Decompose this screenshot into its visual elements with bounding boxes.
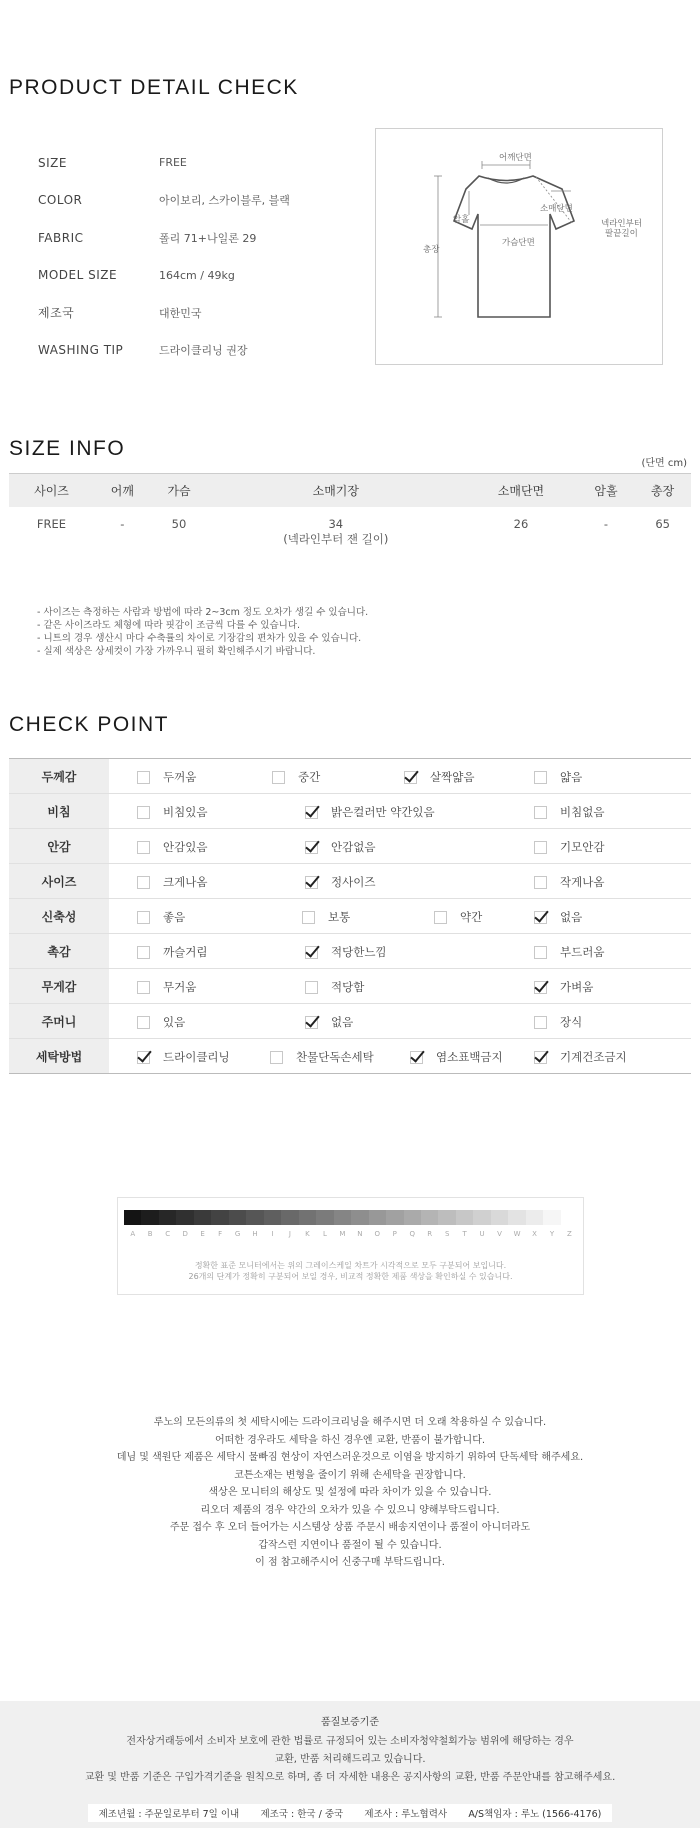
unchecked-box-icon	[137, 1016, 150, 1029]
check-option	[305, 979, 364, 995]
check-point-options	[109, 864, 691, 899]
care-line: 데님 및 색원단 제품은 세탁시 물빠짐 현상이 자연스러운것으로 이염을 방지하기 위하여 단독세탁 해주세요.	[116, 1452, 584, 1463]
pd-row-origin	[38, 294, 358, 332]
check-point-label: 세탁방법	[9, 1039, 109, 1074]
check-option-label: 찬물단독손세탁	[296, 1050, 374, 1064]
grayscale-text-2: 26개의 단계가 정확히 구분되어 보일 경우, 비교적 정확한 제품 색상을 확인하실 수 있습니다.	[188, 1272, 513, 1281]
checked-box-icon	[305, 841, 318, 854]
gray-letter: C	[165, 1230, 171, 1238]
gray-swatch	[404, 1210, 421, 1225]
check-option	[137, 1014, 185, 1030]
size-table	[9, 473, 691, 557]
size-cell: 50	[171, 516, 187, 531]
check-option	[137, 804, 207, 820]
pd-value: 아이보리, 스카이블루, 블랙	[159, 194, 290, 208]
size-note: - 실제 색상은 상세컷이 가장 가까우니 필히 확인해주시기 바랍니다.	[37, 646, 316, 657]
grayscale-strip	[124, 1210, 578, 1225]
check-option-label: 비침있음	[163, 805, 208, 819]
pd-row-fabric	[38, 219, 358, 257]
check-option	[534, 874, 604, 890]
check-option-label: 없음	[331, 1015, 354, 1029]
check-point-label: 안감	[9, 829, 109, 864]
care-line: 갑작스런 지연이나 품절이 될 수 있습니다.	[258, 1539, 442, 1551]
gray-letter: W	[513, 1230, 521, 1238]
gray-swatch	[124, 1210, 141, 1225]
check-option	[137, 839, 207, 855]
check-point-row	[9, 934, 691, 969]
check-point-row	[9, 899, 691, 934]
size-header: 어깨	[94, 474, 151, 507]
grayscale-chart	[117, 1197, 584, 1295]
gray-letter: S	[444, 1230, 450, 1238]
gray-swatch	[421, 1210, 438, 1225]
unchecked-box-icon	[305, 981, 318, 994]
checked-box-icon	[534, 981, 547, 994]
check-option	[305, 804, 435, 820]
check-option	[137, 769, 196, 785]
check-point-row	[9, 864, 691, 899]
check-option-label: 밝은컬러만 약간있음	[331, 805, 435, 819]
gray-swatch	[526, 1210, 543, 1225]
gray-letter: U	[479, 1230, 485, 1238]
gray-swatch	[211, 1210, 228, 1225]
gray-swatch	[316, 1210, 333, 1225]
check-option-label: 비침없음	[560, 805, 605, 819]
gray-swatch	[246, 1210, 263, 1225]
check-option-label: 안감있음	[163, 840, 208, 854]
diagram-label-sleeve-length: 넥라인부터	[601, 219, 643, 229]
checked-box-icon	[305, 876, 318, 889]
check-point-row	[9, 1039, 691, 1074]
gray-letter: J	[288, 1230, 291, 1238]
gray-swatch	[194, 1210, 211, 1225]
product-detail-list	[38, 144, 358, 369]
size-cell: -	[120, 516, 125, 531]
check-option	[534, 769, 582, 785]
footer-title: 품질보증기준	[321, 1717, 379, 1728]
gray-letter: M	[339, 1230, 346, 1238]
check-point-table	[9, 758, 691, 1074]
gray-letter: V	[497, 1230, 502, 1238]
checked-box-icon	[534, 911, 547, 924]
gray-swatch	[159, 1210, 176, 1225]
gray-letter: Y	[549, 1230, 555, 1238]
pd-row-color	[38, 182, 358, 220]
check-option-label: 얇음	[560, 770, 583, 784]
check-option	[305, 874, 375, 890]
check-option-label: 무거움	[163, 980, 197, 994]
size-cell: 65	[655, 516, 670, 531]
check-option	[404, 769, 474, 785]
check-point-label: 두께감	[9, 759, 109, 794]
footer-line: 전자상거래등에서 소비자 보호에 관한 법률로 규정되어 있는 소비자청약철회가능 범위에 해당하는 경우	[126, 1736, 574, 1747]
diagram-label-sleeve-width: 소매단면	[540, 204, 573, 214]
checked-box-icon	[404, 771, 417, 784]
footer-line: 교환 및 반품 기준은 구입가격기준을 원칙으로 하며, 좀 더 자세한 내용은 공지사항의 교환, 반품 주문안내를 참고해주세요.	[84, 1772, 616, 1783]
check-option-label: 기모안감	[560, 840, 605, 854]
size-notes	[37, 606, 368, 658]
gray-letter: B	[147, 1230, 153, 1238]
check-option-label: 가벼움	[560, 980, 594, 994]
check-option-label: 염소표백금지	[436, 1050, 503, 1064]
unchecked-box-icon	[534, 771, 547, 784]
check-option-label: 기계건조금지	[560, 1050, 627, 1064]
check-point-label: 신축성	[9, 899, 109, 934]
unchecked-box-icon	[137, 876, 150, 889]
gray-letter: N	[357, 1230, 363, 1238]
unchecked-box-icon	[434, 911, 447, 924]
pd-value: 드라이클리닝 권장	[159, 344, 248, 358]
checked-box-icon	[137, 1051, 150, 1064]
check-point-options	[109, 759, 691, 794]
diagram-label-armhole: 암홀	[453, 215, 470, 225]
pd-label: MODEL SIZE	[38, 268, 118, 283]
unchecked-box-icon	[534, 806, 547, 819]
check-point-options	[109, 969, 691, 1004]
size-header: 총장	[634, 474, 691, 507]
size-unit-note: (단면 cm)	[641, 458, 687, 469]
diagram-label-chest: 가슴단면	[502, 238, 535, 248]
gray-letter: Q	[409, 1230, 415, 1238]
gray-letter: G	[234, 1230, 241, 1238]
check-option	[434, 909, 482, 925]
check-point-options	[109, 899, 691, 934]
check-option	[534, 839, 604, 855]
check-point-row	[9, 829, 691, 864]
pd-label: COLOR	[38, 193, 83, 208]
gray-swatch	[229, 1210, 246, 1225]
size-cell: 26	[513, 516, 529, 531]
unchecked-box-icon	[137, 981, 150, 994]
check-point-title: CHECK POINT	[9, 713, 170, 736]
gray-swatch	[141, 1210, 158, 1225]
check-option-label: 좋음	[163, 910, 186, 924]
check-point-row	[9, 1004, 691, 1039]
check-option-label: 부드러움	[560, 945, 605, 959]
check-option	[534, 804, 604, 820]
grayscale-text-1: 정확한 표준 모니터에서는 위의 그레이스케일 차트가 시각적으로 모두 구분되어 보입니다.	[194, 1261, 507, 1270]
check-option	[534, 944, 604, 960]
check-option-label: 크게나옴	[163, 875, 208, 889]
unchecked-box-icon	[270, 1051, 283, 1064]
pd-label: SIZE	[38, 155, 67, 170]
unchecked-box-icon	[534, 876, 547, 889]
check-option	[137, 909, 185, 925]
pd-value: 폴리 71+나일론 29	[159, 231, 257, 245]
footer-manufacturer: 제조사 : 루노협력사	[364, 1809, 448, 1820]
size-table-row	[9, 507, 691, 557]
checked-box-icon	[305, 946, 318, 959]
size-header: 소매기장	[207, 474, 464, 507]
gray-letter: P	[392, 1230, 397, 1238]
footer-manufacture-date: 제조년월 : 주문일로부터 7일 이내	[98, 1809, 240, 1820]
gray-swatch	[351, 1210, 368, 1225]
check-option	[137, 874, 207, 890]
size-header: 암홀	[578, 474, 635, 507]
gray-swatch	[386, 1210, 403, 1225]
unchecked-box-icon	[137, 841, 150, 854]
gray-swatch	[369, 1210, 386, 1225]
check-option	[270, 1049, 374, 1065]
pd-value: FREE	[159, 156, 187, 170]
check-option-label: 까슬거림	[163, 945, 208, 959]
unchecked-box-icon	[137, 946, 150, 959]
diagram-label-sleeve-length-2: 팔끝길이	[605, 229, 638, 239]
footer-info-bar	[88, 1804, 612, 1822]
gray-letter: I	[271, 1230, 274, 1238]
pd-row-size	[38, 144, 358, 182]
footer-origin: 제조국 : 한국 / 중국	[260, 1809, 344, 1820]
product-detail-title: PRODUCT DETAIL CHECK	[9, 76, 299, 99]
size-table-header-row	[9, 474, 691, 507]
diagram-label-length: 총장	[423, 245, 440, 255]
quality-guarantee-footer	[0, 1701, 700, 1828]
check-option	[305, 944, 387, 960]
pd-value: 164cm / 49kg	[159, 268, 235, 282]
check-option-label: 있음	[163, 1015, 186, 1029]
care-line: 리오더 제품의 경우 약간의 오차가 있을 수 있으니 양해부탁드립니다.	[200, 1504, 500, 1516]
pd-value: 대한민국	[159, 306, 202, 320]
care-line: 루노의 모든의류의 첫 세탁시에는 드라이크리닝을 해주시면 더 오래 착용하실 수 있습니다.	[153, 1417, 547, 1428]
check-point-options	[109, 934, 691, 969]
gray-letter: X	[532, 1230, 537, 1238]
grayscale-letters	[124, 1230, 578, 1238]
check-point-row	[9, 794, 691, 829]
check-point-options	[109, 1039, 691, 1074]
gray-letter: O	[374, 1230, 381, 1238]
gray-swatch	[438, 1210, 455, 1225]
gray-swatch	[264, 1210, 281, 1225]
size-note: - 사이즈는 측정하는 사람과 방법에 따라 2~3cm 정도 오차가 생길 수 있습니다.	[37, 607, 369, 618]
check-option-label: 보통	[328, 910, 351, 924]
check-option-label: 약간	[460, 910, 483, 924]
check-point-row	[9, 969, 691, 1004]
check-option-label: 작게나옴	[560, 875, 605, 889]
check-point-label: 촉감	[9, 934, 109, 969]
gray-letter: E	[200, 1230, 205, 1238]
gray-swatch	[299, 1210, 316, 1225]
checked-box-icon	[305, 806, 318, 819]
gray-swatch	[508, 1210, 525, 1225]
check-option	[534, 979, 593, 995]
footer-line: 교환, 반품 처리해드리고 있습니다.	[274, 1754, 426, 1765]
gray-swatch	[543, 1210, 560, 1225]
size-note: - 니트의 경우 생산시 마다 수축률의 차이로 기장감의 편차가 있을 수 있습니다.	[37, 633, 362, 644]
gray-letter: A	[130, 1230, 136, 1238]
gray-letter: T	[462, 1230, 467, 1238]
check-option	[137, 1049, 230, 1065]
check-point-label: 주머니	[9, 1004, 109, 1039]
size-header: 소매단면	[464, 474, 577, 507]
grayscale-description	[118, 1260, 583, 1282]
sleeve-length-note: (넥라인부터 잰 길이)	[283, 531, 389, 546]
pd-label: FABRIC	[38, 230, 84, 245]
check-option-label: 장식	[560, 1015, 583, 1029]
check-point-options	[109, 829, 691, 864]
check-option-label: 살짝얇음	[430, 770, 475, 784]
check-option-label: 안감없음	[331, 840, 376, 854]
pd-label: WASHING TIP	[38, 343, 124, 358]
pd-row-washing-tip	[38, 332, 358, 370]
size-info-title: SIZE INFO	[9, 437, 126, 460]
check-option	[272, 769, 320, 785]
check-option	[534, 1014, 582, 1030]
unchecked-box-icon	[534, 1016, 547, 1029]
gray-letter: D	[182, 1230, 188, 1238]
care-line: 주문 접수 후 오더 들어가는 시스템상 상품 주문시 배송지연이나 품절이 아니더라도	[169, 1522, 531, 1533]
check-option	[302, 909, 350, 925]
care-line: 이 점 참고해주시어 신중구매 부탁드립니다.	[255, 1557, 445, 1568]
check-point-options	[109, 794, 691, 829]
diagram-label-shoulder: 어깨단면	[499, 153, 532, 163]
check-option	[305, 839, 375, 855]
check-option-label: 없음	[560, 910, 583, 924]
gray-letter: L	[322, 1230, 327, 1238]
check-option-label: 두꺼움	[163, 770, 197, 784]
checked-box-icon	[305, 1016, 318, 1029]
unchecked-box-icon	[534, 946, 547, 959]
unchecked-box-icon	[137, 911, 150, 924]
gray-swatch	[176, 1210, 193, 1225]
pd-label: 제조국	[38, 306, 75, 321]
gray-letter: F	[218, 1230, 223, 1238]
unchecked-box-icon	[137, 806, 150, 819]
size-header: 사이즈	[9, 474, 94, 507]
footer-as-contact: A/S책임자 : 루노 (1566-4176)	[468, 1809, 602, 1820]
unchecked-box-icon	[137, 771, 150, 784]
unchecked-box-icon	[534, 841, 547, 854]
checked-box-icon	[410, 1051, 423, 1064]
gray-swatch	[491, 1210, 508, 1225]
check-option-label: 적당함	[331, 980, 365, 994]
check-option-label: 정사이즈	[331, 875, 376, 889]
gray-swatch	[456, 1210, 473, 1225]
unchecked-box-icon	[302, 911, 315, 924]
gray-letter: R	[427, 1230, 433, 1238]
check-option	[534, 1049, 627, 1065]
check-point-options	[109, 1004, 691, 1039]
care-line: 어떠한 경우라도 세탁을 하신 경우엔 교환, 반품이 불가합니다.	[214, 1434, 486, 1446]
gray-letter: H	[252, 1230, 258, 1238]
check-point-label: 사이즈	[9, 864, 109, 899]
care-line: 코튼소재는 변형을 줄이기 위해 손세탁을 권장합니다.	[234, 1469, 466, 1481]
check-option-label: 중간	[298, 770, 321, 784]
check-option	[534, 909, 582, 925]
gray-swatch	[473, 1210, 490, 1225]
check-point-label: 무게감	[9, 969, 109, 1004]
size-cell-sleeve-length	[207, 507, 464, 557]
footer-lines	[0, 1733, 700, 1787]
check-point-label: 비침	[9, 794, 109, 829]
care-line: 색상은 모니터의 해상도 및 설정에 따라 차이가 있을 수 있습니다.	[208, 1487, 492, 1498]
gray-swatch	[281, 1210, 298, 1225]
check-option	[137, 944, 207, 960]
size-cell: -	[603, 516, 609, 531]
check-point-row	[9, 759, 691, 794]
size-cell-value: 34	[328, 516, 344, 531]
check-option	[305, 1014, 353, 1030]
gray-letter: Z	[567, 1230, 572, 1238]
unchecked-box-icon	[272, 771, 285, 784]
check-option	[137, 979, 196, 995]
tshirt-measurement-diagram	[375, 128, 663, 365]
checked-box-icon	[534, 1051, 547, 1064]
size-cell: FREE	[36, 516, 67, 531]
gray-swatch	[334, 1210, 351, 1225]
care-notice	[0, 1414, 700, 1572]
gray-swatch	[561, 1210, 578, 1225]
size-header: 가슴	[151, 474, 208, 507]
gray-letter: K	[305, 1230, 310, 1238]
check-option	[410, 1049, 503, 1065]
size-note: - 같은 사이즈라도 체형에 따라 핏감이 조금씩 다를 수 있습니다.	[37, 620, 301, 631]
pd-row-model-size	[38, 257, 358, 295]
check-option-label: 적당한느낌	[331, 945, 387, 959]
check-option-label: 드라이클리닝	[163, 1050, 230, 1064]
